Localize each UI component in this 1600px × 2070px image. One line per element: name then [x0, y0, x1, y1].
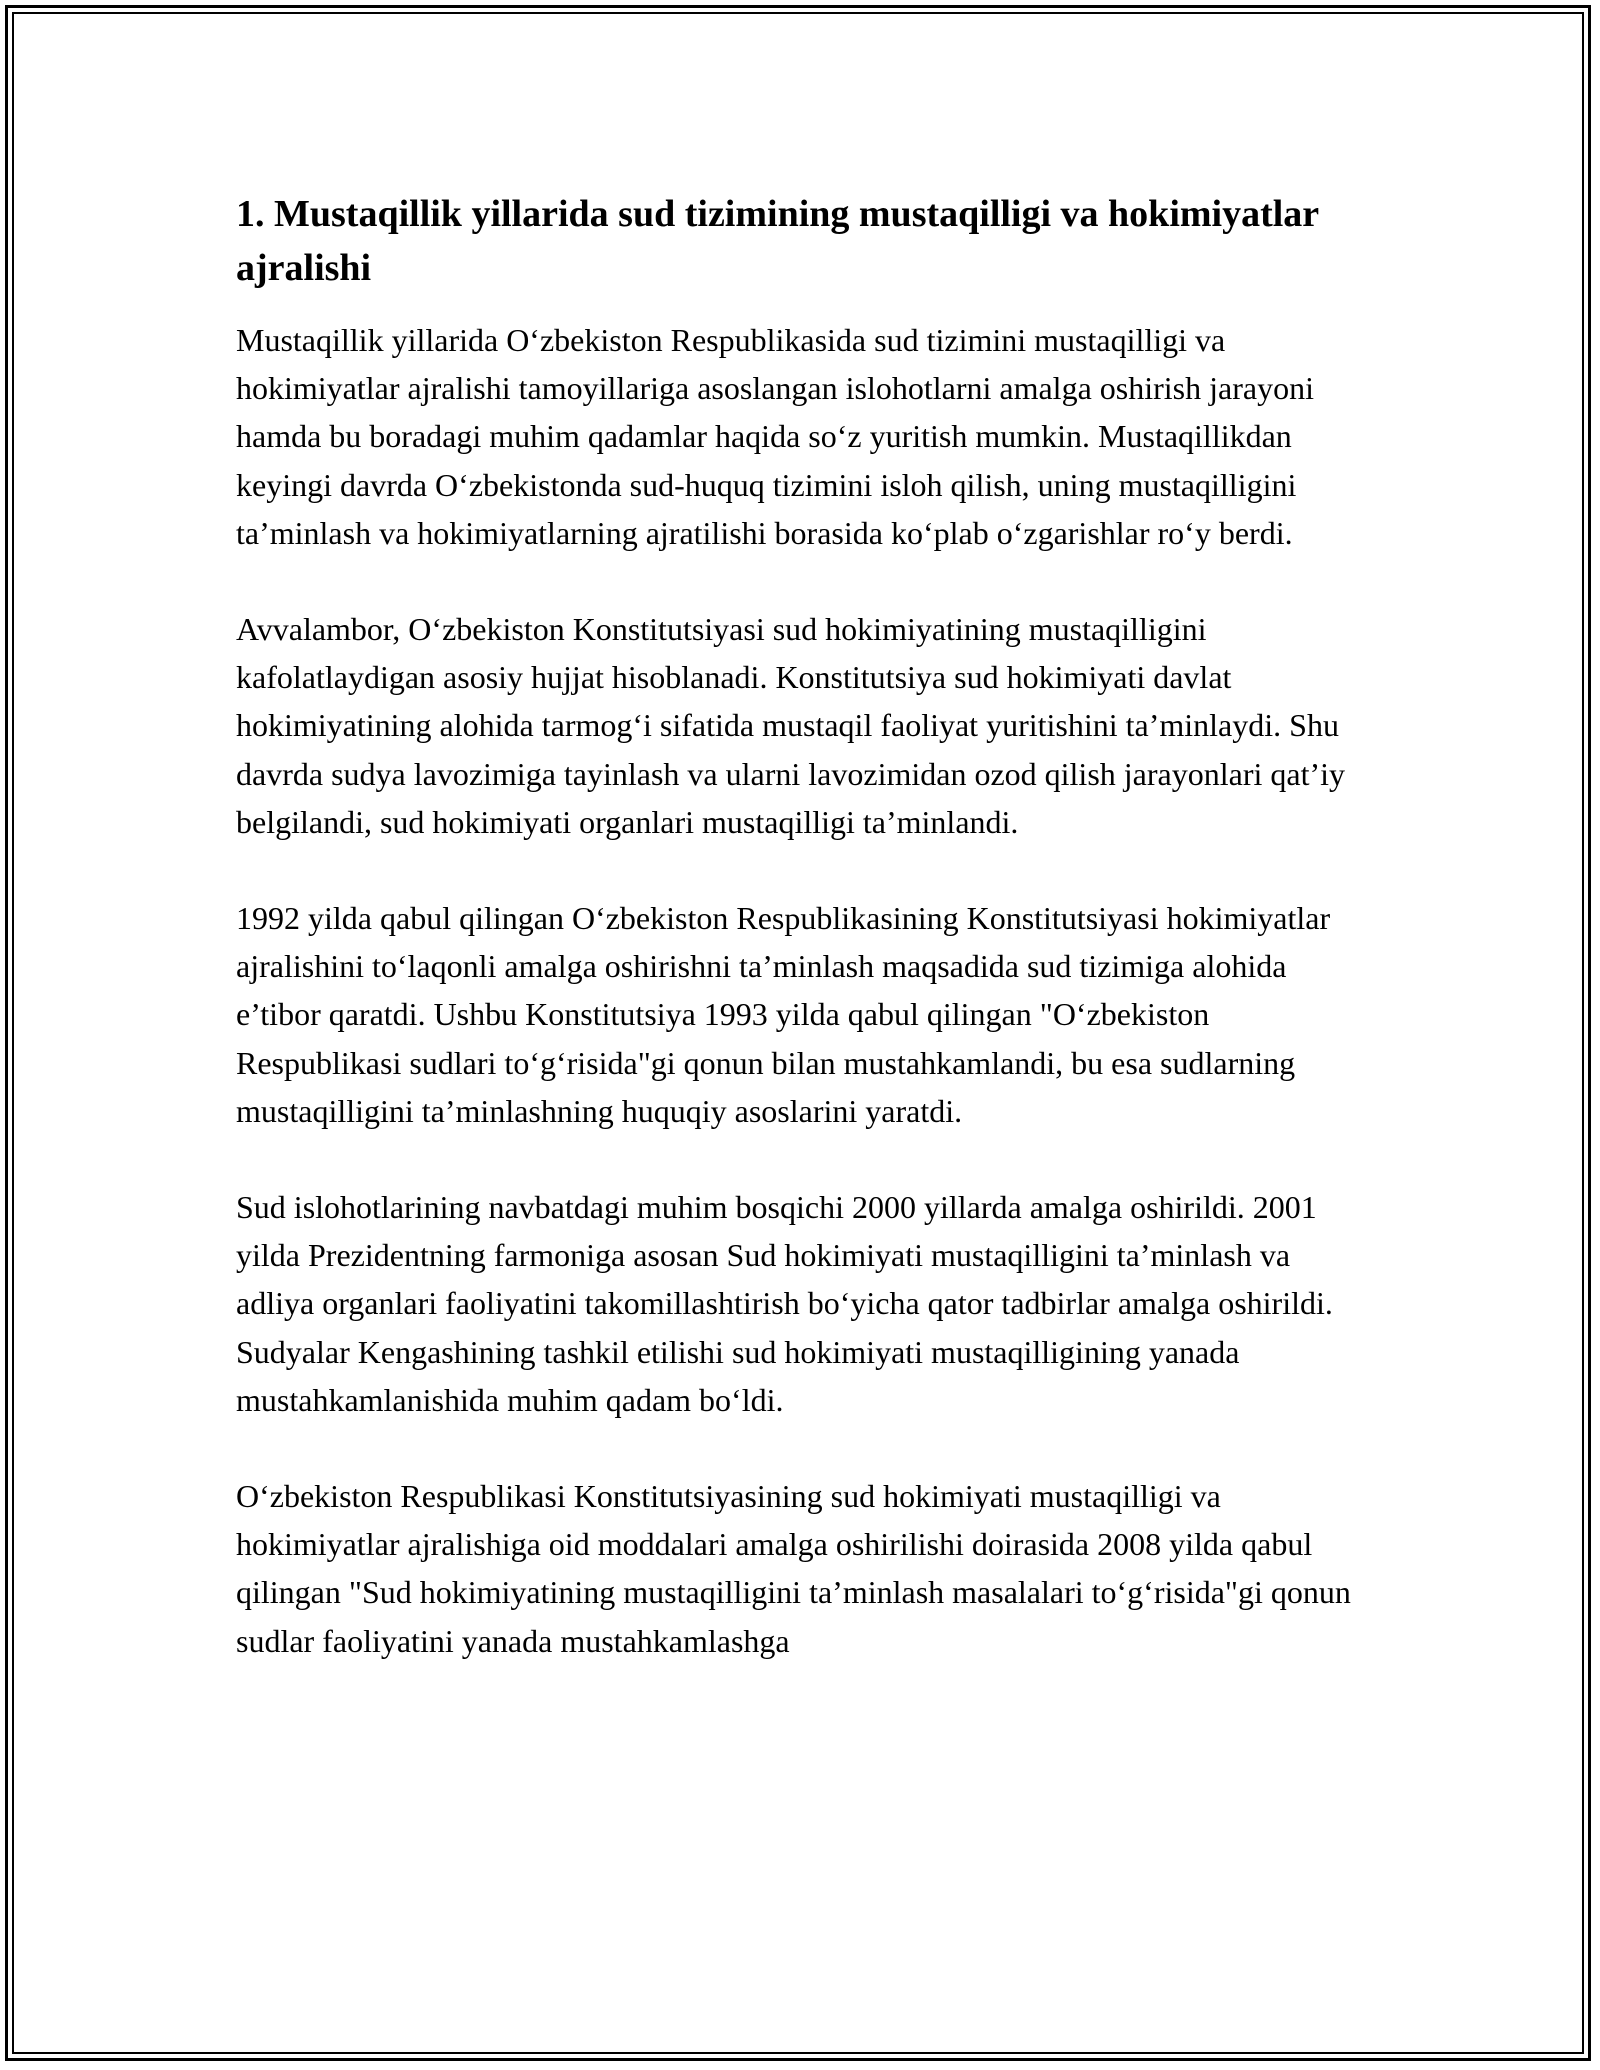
document-body — [236, 187, 1376, 1713]
paragraph-4: Sud islohotlarining navbatdagi muhim bosqichi 2000 yillarda amalga oshirildi. 2001 yilda Prezidentning farmoniga asosan Sud hokimiyati mustaqilligini ta’minlash va adliya organlari faoliyatini takomillashtirish bo‘yicha qator tadbirlar amalga oshirildi. Sudyalar Kengashining tashkil etilishi sud hokimiyati mustaqilligining yanada mustahkamlanishida muhim qadam bo‘ldi. — [236, 1189, 1333, 1418]
paragraph-3: 1992 yilda qabul qilingan O‘zbekiston Respublikasining Konstitutsiyasi hokimiyatlar ajralishini to‘laqonli amalga oshirishni ta’minlash maqsadida sud tizimiga alohida e’tibor qaratdi. Ushbu Konstitutsiya 1993 yilda qabul qilingan "O‘zbekiston Respublikasi sudlari to‘g‘risida"gi qonun bilan mustahkamlandi, bu esa sudlarning mustaqilligini ta’minlashning huquqiy asoslarini yaratdi. — [236, 900, 1331, 1129]
paragraph-5: O‘zbekiston Respublikasi Konstitutsiyasining sud hokimiyati mustaqilligi va hokimiyatlar ajralishiga oid moddalari amalga oshirilishi doirasida 2008 yilda qabul qilingan "Sud hokimiyatining mustaqilligini ta’minlash masalalari to‘g‘risida"gi qonun sudlar faoliyatini yanada mustahkamlashga — [236, 1478, 1351, 1659]
paragraph-1: Mustaqillik yillarida O‘zbekiston Respublikasida sud tizimini mustaqilligi va hokimiyatlar ajralishi tamoyillariga asoslangan islohotlarni amalga oshirish jarayoni hamda bu boradagi muhim qadamlar haqida so‘z yuritish mumkin. Mustaqillikdan keyingi davrda O‘zbekistonda sud-huquq tizimini isloh qilish, uning mustaqilligini ta’minlash va hokimiyatlarning ajratilishi borasida ko‘plab o‘zgarishlar ro‘y berdi. — [236, 322, 1314, 551]
section-heading: 1. Mustaqillik yillarida sud tizimining mustaqilligi va hokimiyatlar ajralishi — [236, 193, 1319, 289]
paragraph-2: Avvalambor, O‘zbekiston Konstitutsiyasi sud hokimiyatining mustaqilligini kafolatlaydigan asosiy hujjat hisoblanadi. Konstitutsiya sud hokimiyati davlat hokimiyatining alohida tarmog‘i sifatida mustaqil faoliyat yuritishini ta’minlaydi. Shu davrda sudya lavozimiga tayinlash va ularni lavozimidan ozod qilish jarayonlari qat’iy belgilandi, sud hokimiyati organlari mustaqilligi ta’minlandi. — [236, 611, 1345, 840]
